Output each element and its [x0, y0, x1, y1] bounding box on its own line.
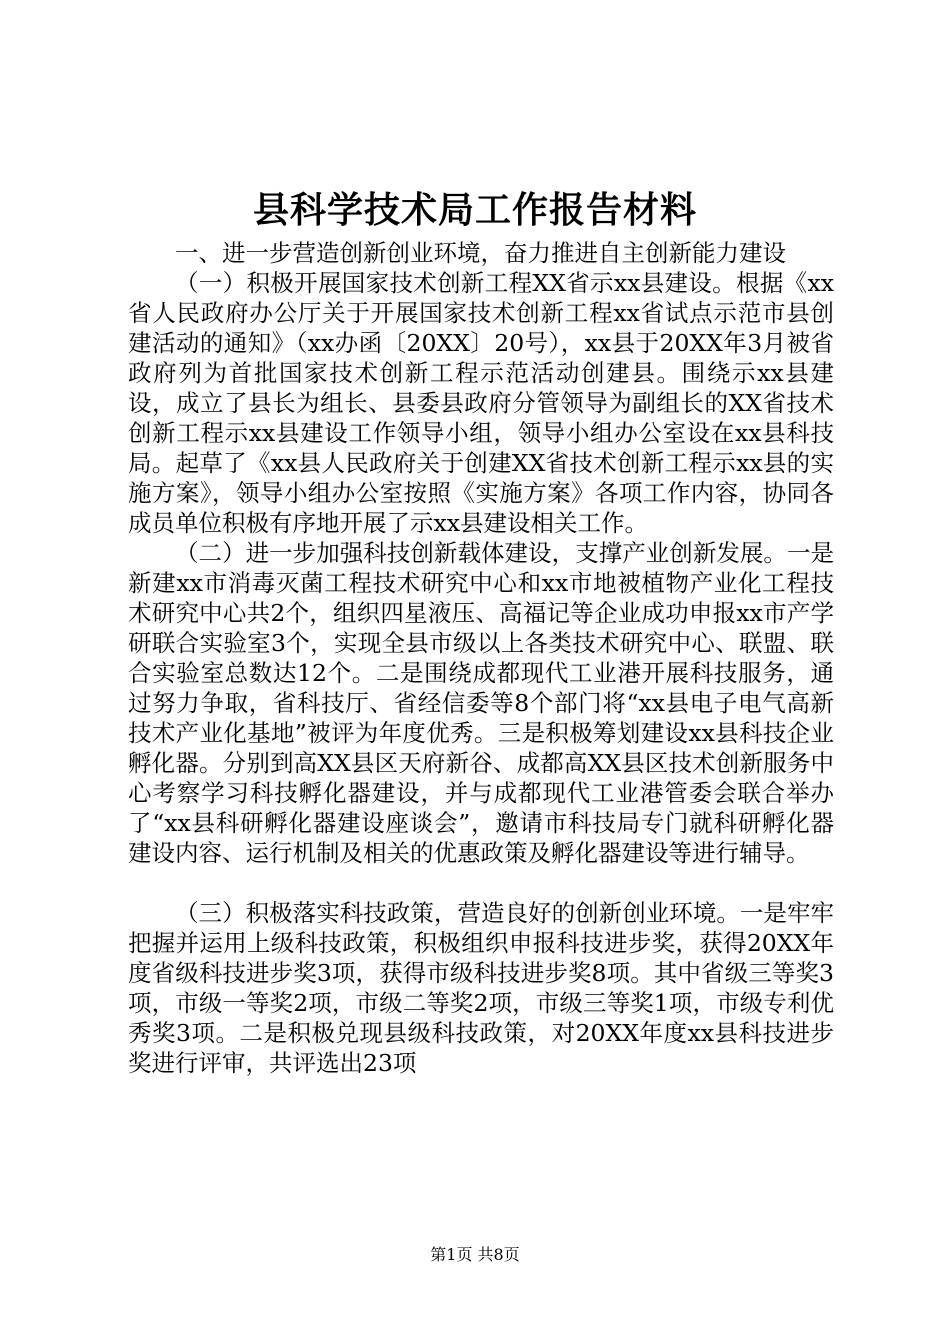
section-heading: 一、进一步营造创新创业环境，奋力推进自主创新能力建设: [175, 239, 786, 267]
paragraph: （一）积极开展国家技术创新工程XX省示xx县建设。根据《xx省人民政府办公厅关于开展国家技术创新工程xx省试点示范市县创建活动的通知》（xx办函〔20XX〕20号），xx县于20XX年3月被省政府列为首批国家技术创新工程示范活动创建县。围绕示xx县建设，成立了县长为组长、县委县政府分管领导为副组长的XX省技术创新工程示xx县建设工作领导小组，领导小组办公室设在xx县科技局。起草了《xx县人民政府关于创建XX省技术创新工程示xx县的实施方案》，领导小组办公室按照《实施方案》各项工作内容，协同各成员单位积极有序地开展了示xx县建设相关工作。: [128, 269, 834, 537]
paragraph: （二）进一步加强科技创新载体建设，支撑产业创新发展。一是新建xx市消毒灭菌工程技术研究中心和xx市地被植物产业化工程技术研究中心共2个，组织四星液压、高福记等企业成功申报xx市产学研联合实验室3个，实现全县市级以上各类技术研究中心、联盟、联合实验室总数达12个。二是围绕成都现代工业港开展科技服务，通过努力争取，省科技厅、省经信委等8个部门将“xx县电子电气高新技术产业化基地”被评为年度优秀。三是积极筹划建设xx县科技企业孵化器。分别到高XX县区天府新谷、成都高XX县区技术创新服务中心考察学习科技孵化器建设，并与成都现代工业港管委会联合举办了“xx县科研孵化器建设座谈会”，邀请市科技局专门就科研孵化器建设内容、运行机制及相关的优惠政策及孵化器建设等进行辅导。: [128, 539, 834, 867]
paragraph: （三）积极落实科技政策，营造良好的创新创业环境。一是牢牢把握并运用上级科技政策，积极组织申报科技进步奖，获得20XX年度省级科技进步奖3项，获得市级科技进步奖8项。其中省级三等奖3项，市级一等奖2项，市级二等奖2项，市级三等奖1项，市级专利优秀奖3项。二是积极兑现县级科技政策，对20XX年度xx县科技进步奖进行评审，共评选出23项: [128, 899, 834, 1077]
document-body: [128, 238, 834, 1078]
page-footer: 第1页 共8页: [430, 1245, 520, 1264]
document-title: 县科学技术局工作报告材料: [252, 189, 697, 231]
